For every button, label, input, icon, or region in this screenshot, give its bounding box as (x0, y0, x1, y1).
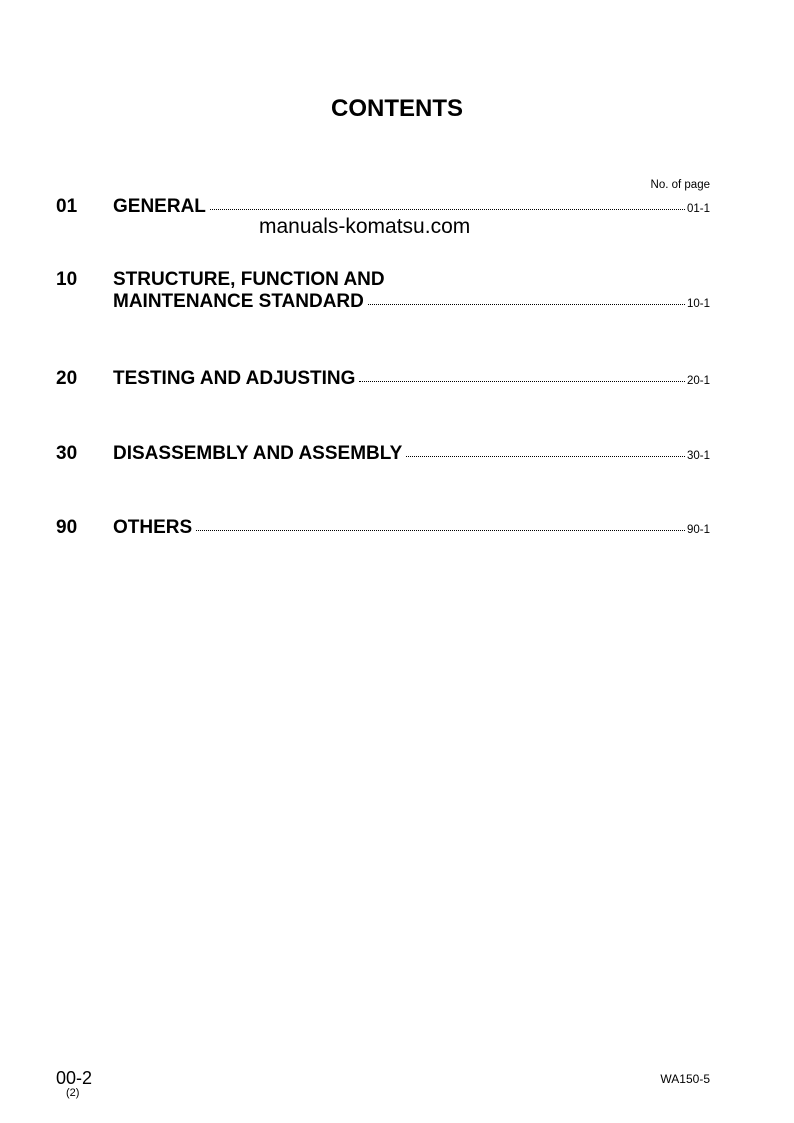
section-page: 30-1 (686, 450, 710, 462)
section-title-line2: MAINTENANCE STANDARD (113, 291, 364, 312)
section-title: OTHERS (113, 517, 193, 538)
footer-model: WA150-5 (660, 1072, 710, 1086)
section-page: 01-1 (686, 203, 710, 215)
section-title: DISASSEMBLY AND ASSEMBLY (113, 443, 403, 464)
section-number: 20 (56, 368, 78, 389)
page-title: CONTENTS (331, 95, 463, 122)
dot-leader (210, 208, 685, 210)
section-title-line1: STRUCTURE, FUNCTION AND (113, 269, 385, 290)
section-title: TESTING AND ADJUSTING (113, 368, 356, 389)
section-title: GENERAL (113, 196, 206, 217)
watermark: manuals-komatsu.com (259, 215, 471, 238)
section-number: 90 (56, 517, 78, 538)
section-page: 90-1 (686, 524, 710, 536)
dot-leader (359, 380, 685, 382)
section-number: 10 (56, 269, 78, 290)
footer-revision: (2) (66, 1087, 80, 1099)
section-page: 20-1 (686, 375, 710, 387)
page-number-column-header: No. of page (650, 179, 710, 191)
dot-leader (406, 455, 685, 457)
section-page: 10-1 (686, 298, 710, 310)
dot-leader (368, 303, 685, 305)
dot-leader (196, 529, 685, 531)
section-number: 01 (56, 196, 78, 217)
section-number: 30 (56, 443, 78, 464)
footer-page-number: 00-2 (56, 1068, 93, 1088)
